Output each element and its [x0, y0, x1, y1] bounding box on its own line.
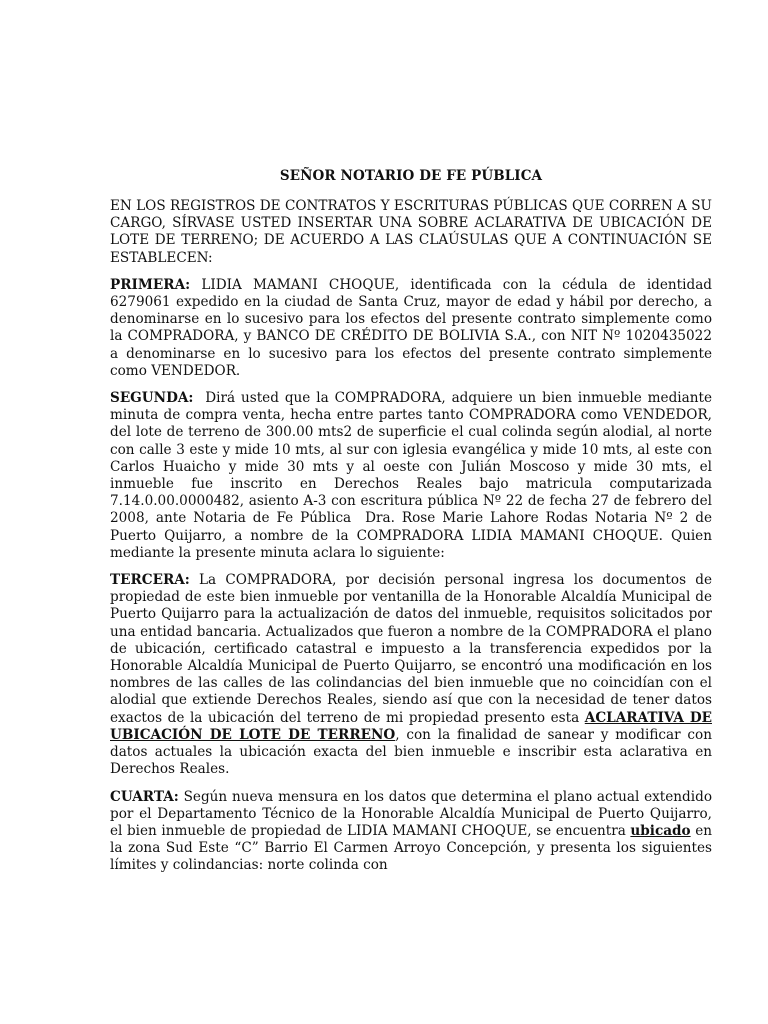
clause-tercera-text-before: La COMPRADORA, por decisión personal ingresa los documentos de propiedad de este bien inmueble por ventanilla de la Honorable Alcaldía Municipal de Puerto Quijarro para la actualización de datos del inmueble, requisitos solicitados por una entidad bancaria. Actualizados que fueron a nombre de la COMPRADORA el plano de ubicación, certificado catastral e impuesto a la transferencia expedidos por la Honorable Alcaldía Municipal de Puerto Quijarro, se encontró una modificación en los nombres de las calles de las colindancias del bien inmueble que no coincidían con el alodial que extiende Derechos Reales, siendo así que con la necesidad de tener datos exactos de la ubicación del terreno de mi propiedad presento esta [110, 572, 712, 726]
clause-primera-label: PRIMERA: [110, 276, 191, 293]
clause-segunda-label: SEGUNDA: [110, 390, 194, 407]
clause-tercera-emphasis: ACLARATIVA DE UBICACIÓN DE LOTE DE TERRENO [110, 709, 712, 743]
clause-tercera [110, 572, 712, 778]
clause-cuarta-emphasis: ubicado [630, 822, 691, 839]
clause-cuarta-text-before: Según nueva mensura en los datos que determina el plano actual extendido por el Departamento Técnico de la Honorable Alcaldía Municipal de Puerto Quijarro, el bien inmueble de propiedad de LIDIA MAMANI CHOQUE, se encuentra [110, 788, 712, 839]
clause-primera [110, 277, 712, 380]
clause-segunda [110, 390, 717, 562]
clause-segunda-text: Dirá usted que la COMPRADORA, adquiere un bien inmueble mediante minuta de compra venta, hecha entre partes tanto COMPRADORA como VENDEDOR, del lote de terreno de 300.00 mts2 de superficie el cual colinda según alodial, al norte con calle 3 este y mide 10 mts, al sur con iglesia evangélica y mide 10 mts, al este con Carlos Huaicho y mide 30 mts y al oeste con Julián Moscoso y mide 30 mts, el inmueble fue inscrito en Derechos Reales bajo matricula computarizada 7.14.0.00.0000482, asiento A-3 con escritura pública Nº 22 de fecha 27 de febrero del 2008, ante Notaria de Fe Pública Dra. Rose Marie Lahore Rodas Notaria Nº 2 de Puerto Quijarro, a nombre de la COMPRADORA LIDIA MAMANI CHOQUE. Quien mediante la presente minuta aclara lo siguiente: [110, 390, 717, 561]
intro-paragraph: EN LOS REGISTROS DE CONTRATOS Y ESCRITURAS PÚBLICAS QUE CORREN A SU CARGO, SÍRVASE USTED INSERTAR UNA SOBRE ACLARATIVA DE UBICACIÓN DE LOTE DE TERRENO; DE ACUERDO A LAS CLAÚSULAS QUE A CONTINUACIÓN SE ESTABLECEN: [110, 198, 712, 266]
clause-cuarta-label: CUARTA: [110, 788, 179, 805]
clause-tercera-text-after: , con la finalidad de sanear y modificar con datos actuales la ubicación exacta del bien inmueble e inscribir esta aclarativa en Derechos Reales. [110, 726, 712, 778]
clause-tercera-label: TERCERA: [110, 572, 190, 589]
clause-cuarta-text-after: en la zona Sud Este “C” Barrio El Carmen Arroyo Concepción, y presenta los siguientes límites y colindancias: norte colinda con [110, 822, 712, 874]
clause-primera-text: LIDIA MAMANI CHOQUE, identificada con la cédula de identidad 6279061 expedido en la ciudad de Santa Cruz, mayor de edad y hábil por derecho, a denominarse en lo sucesivo para los efectos del presente contrato simplemente como la COMPRADORA, y BANCO DE CRÉDITO DE BOLIVIA S.A., con NIT Nº 1020435022 a denominarse en lo sucesivo para los efectos del presente contrato simplemente como VENDEDOR. [110, 276, 712, 379]
document-title: SEÑOR NOTARIO DE FE PÚBLICA [279, 168, 543, 184]
clause-cuarta [110, 789, 712, 875]
